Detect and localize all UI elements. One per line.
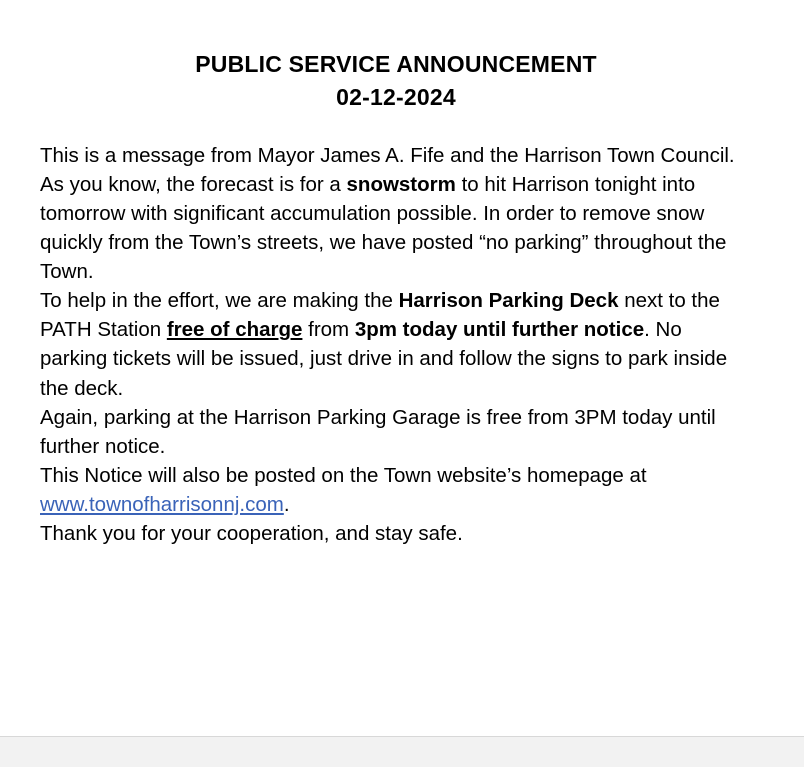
town-website-link[interactable]: www.townofharrisonnj.com [40,493,284,516]
paragraph-4 [40,403,752,461]
paragraph-6-text: Thank you for your cooperation, and stay safe. [40,522,463,546]
paragraph-5-text-a: This Notice will also be posted on the Town website’s homepage at [40,463,647,487]
paragraph-5-text-b: . [283,493,290,516]
title-line-1: PUBLIC SERVICE ANNOUNCEMENT [195,51,597,77]
paragraph-3 [40,286,752,402]
paragraph-1-text: This is a message from Mayor James A. Fife and the Harrison Town Council. [40,143,735,167]
title-line-2: 02-12-2024 [336,84,456,111]
paragraph-3-bold-parking-deck: Harrison Parking Deck [398,289,619,313]
paragraph-2-text-a: As you know, the forecast is for a [40,172,347,196]
paragraph-5 [40,461,752,519]
paragraph-2-text-b: to hit Harrison tonight into tomorrow with significant accumulation possible. In order to remove snow quickly from the Town’s streets, we have posted “no parking” throughout the Town. [40,172,727,284]
paragraph-3-text-b: next to the PATH Station [40,289,720,342]
paragraph-3-bold-underline-free-of-charge: free of charge [166,318,303,342]
paragraph-3-text-d: . No parking tickets will be issued, just drive in and follow the signs to park inside the deck. [40,318,728,400]
paragraph-2-bold-snowstorm: snowstorm [346,172,456,196]
paragraph-1 [40,141,752,170]
paragraph-6 [40,519,752,548]
paragraph-2 [40,170,752,286]
announcement-body [40,141,752,549]
paragraph-3-text-c: from [302,318,355,342]
announcement-title [40,48,752,115]
paragraph-4-text: Again, parking at the Harrison Parking Garage is free from 3PM today until further notice. [40,405,716,458]
footer-strip [0,736,804,767]
paragraph-3-bold-time: 3pm today until further notice [354,318,645,342]
paragraph-3-text-a: To help in the effort, we are making the [40,289,399,313]
